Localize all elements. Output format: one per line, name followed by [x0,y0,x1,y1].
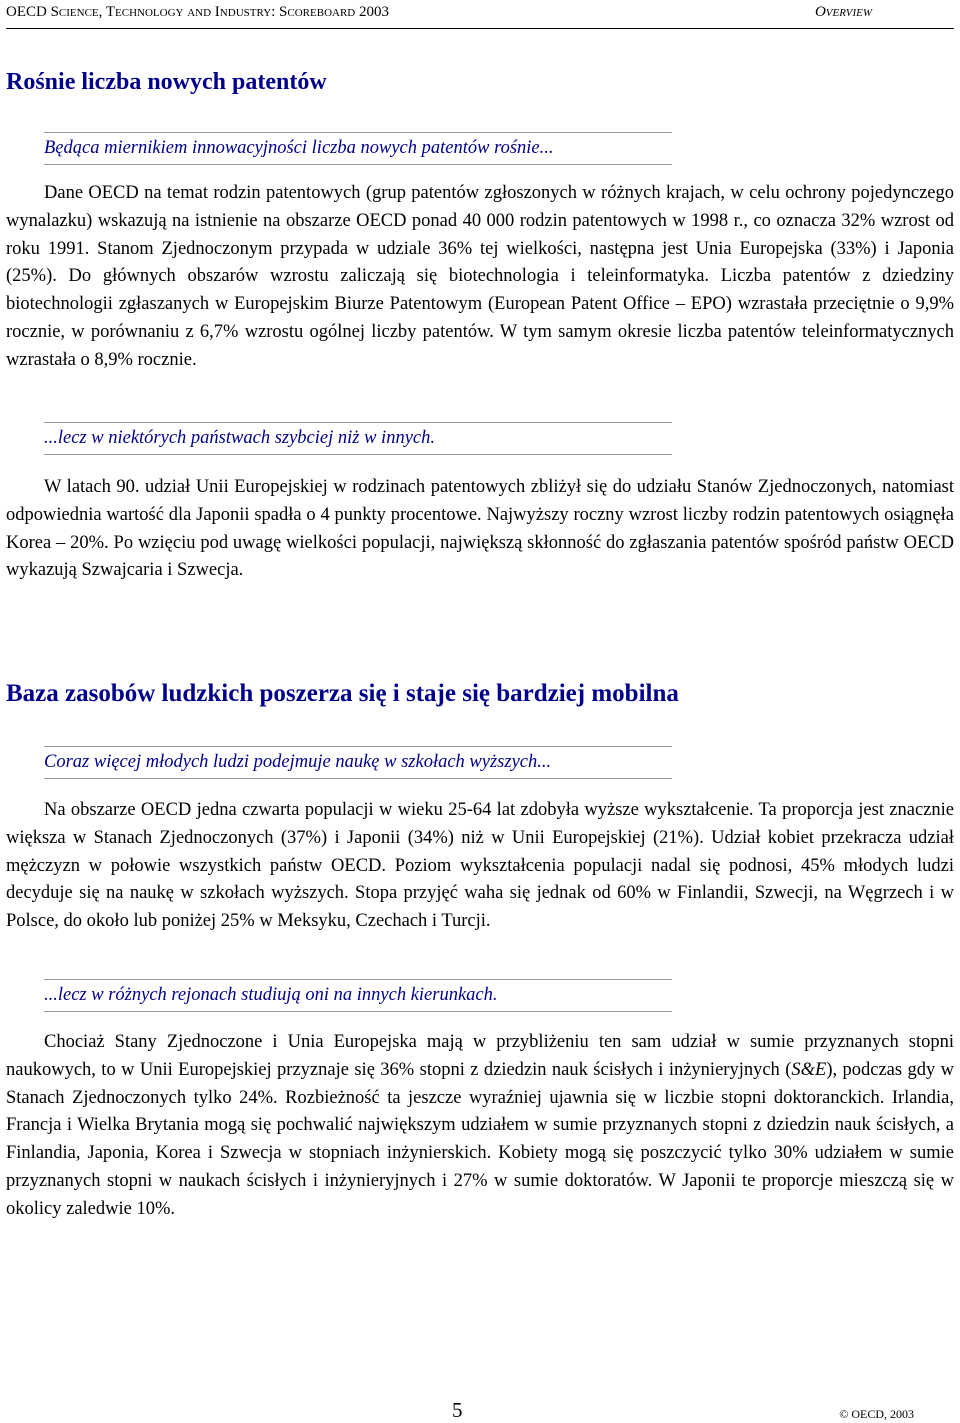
section-title-human-resources: Baza zasobów ludzkich poszerza się i staje się bardziej mobilna [6,680,679,707]
subheading-patents-growth: Będąca miernikiem innowacyjności liczba nowych patentów rośnie... [44,132,672,165]
page-header [6,0,954,29]
paragraph-degrees-text-b: ), podczas gdy w Stanach Zjednoczonych tylko 24%. Rozbieżność ta jeszcze wyraźniej ujawnia się w liczbie stopni doktoranckich. Irlandia, Francja i Wielka Brytania mogą się pochwalić największym udziałem w sumie przyznanych stopni z dziedzin nauk ścisłych, a Finlandia, Japonia, Korea i Szwecja w stopniach inżynierskich. Kobiety mogą się poszczycić tylko 30% udziałem w sumie przyznanych stopni w naukach ścisłych i inżynieryjnych i 27% w sumie doktoratów. W Japonii te proporcje mieszczą się w okolicy zaledwie 10%. [6,1059,954,1219]
page-number: 5 [452,1398,463,1422]
subheading-countries: ...lecz w niektórych państwach szybciej niż w innych. [44,422,672,455]
abbreviation-se: S&E [791,1059,827,1080]
section-title-patents: Rośnie liczba nowych patentów [6,69,327,95]
paragraph-degrees [6,1029,954,1224]
paragraph-eu-share [6,474,954,585]
paragraph-education-levels [6,797,954,936]
paragraph-education-levels-text: Na obszarze OECD jedna czwarta populacji w wieku 25-64 lat zdobyła wyższe wykształcenie. Ta proporcja jest znacznie większa w Stanach Zjednoczonych (37%) i Japonii (34%) niż w Unii Europejskiej (21%). Udział kobiet przekracza udział mężczyzn w połowie wszystkich państw OECD. Poziom wykształcenia populacji nadal się podnosi, 45% młodych ludzi decyduje się na naukę w szkołach wyższych. Stopa przyjęć waha się jednak od 60% w Finlandii, Szwecji, na Węgrzech i w Polsce, do około lub poniżej 25% w Meksyku, Czechach i Turcji. [6,800,954,932]
subheading-higher-education: Coraz więcej młodych ludzi podejmuje naukę w szkołach wyższych... [44,746,672,779]
running-header-title: OECD Science, Technology and Industry: Scoreboard 2003 [6,4,389,20]
subheading-fields-of-study: ...lecz w różnych rejonach studiują oni na innych kierunkach. [44,979,672,1012]
paragraph-patent-families-text: Dane OECD na temat rodzin patentowych (grup patentów zgłoszonych w różnych krajach, w celu ochrony pojedynczego wynalazku) wskazują na istnienie na obszarze OECD ponad 40 000 rodzin patentowych w 1998 r., co oznacza 32% wzrost od roku 1991. Stanom Zjednoczonym przypada w udziale 36% tej wielkości, następna jest Unia Europejska (33%) i Japonia (25%). Do głównych obszarów wzrostu zaliczają się biotechnologia i teleinformatyka. Liczba patentów z dziedziny biotechnologii zgłaszanych w Europejskim Biurze Patentowym (European Patent Office – EPO) wzrastała przeciętnie o 9,9% rocznie, w porównaniu z 6,7% wzrostu ogólnej liczby patentów. W tym samym okresie liczba patentów teleinformatycznych wzrastała o 8,9% rocznie. [6,183,954,370]
running-header-section: Overview [814,4,872,20]
paragraph-eu-share-text: W latach 90. udział Unii Europejskiej w rodzinach patentowych zbliżył się do udziału Stanów Zjednoczonych, natomiast odpowiednia wartość dla Japonii spadła o 4 punkty procentowe. Najwyższy roczny wzrost liczby rodzin patentowych osiągnęła Korea – 20%. Po wzięciu pod uwagę wielkości populacji, największą skłonność do zgłaszania patentów spośród państw OECD wykazują Szwajcaria i Szwecja. [6,477,954,581]
copyright-notice: © OECD, 2003 [839,1407,914,1421]
paragraph-patent-families [6,180,954,375]
paragraph-degrees-text-a: Chociaż Stany Zjednoczone i Unia Europejska mają w przybliżeniu ten sam udział w sumie przyznanych stopni naukowych, to w Unii Europejskiej przyznaje się 36% stopni z dziedzin nauk ścisłych i inżynieryjnych ( [6,1032,954,1080]
